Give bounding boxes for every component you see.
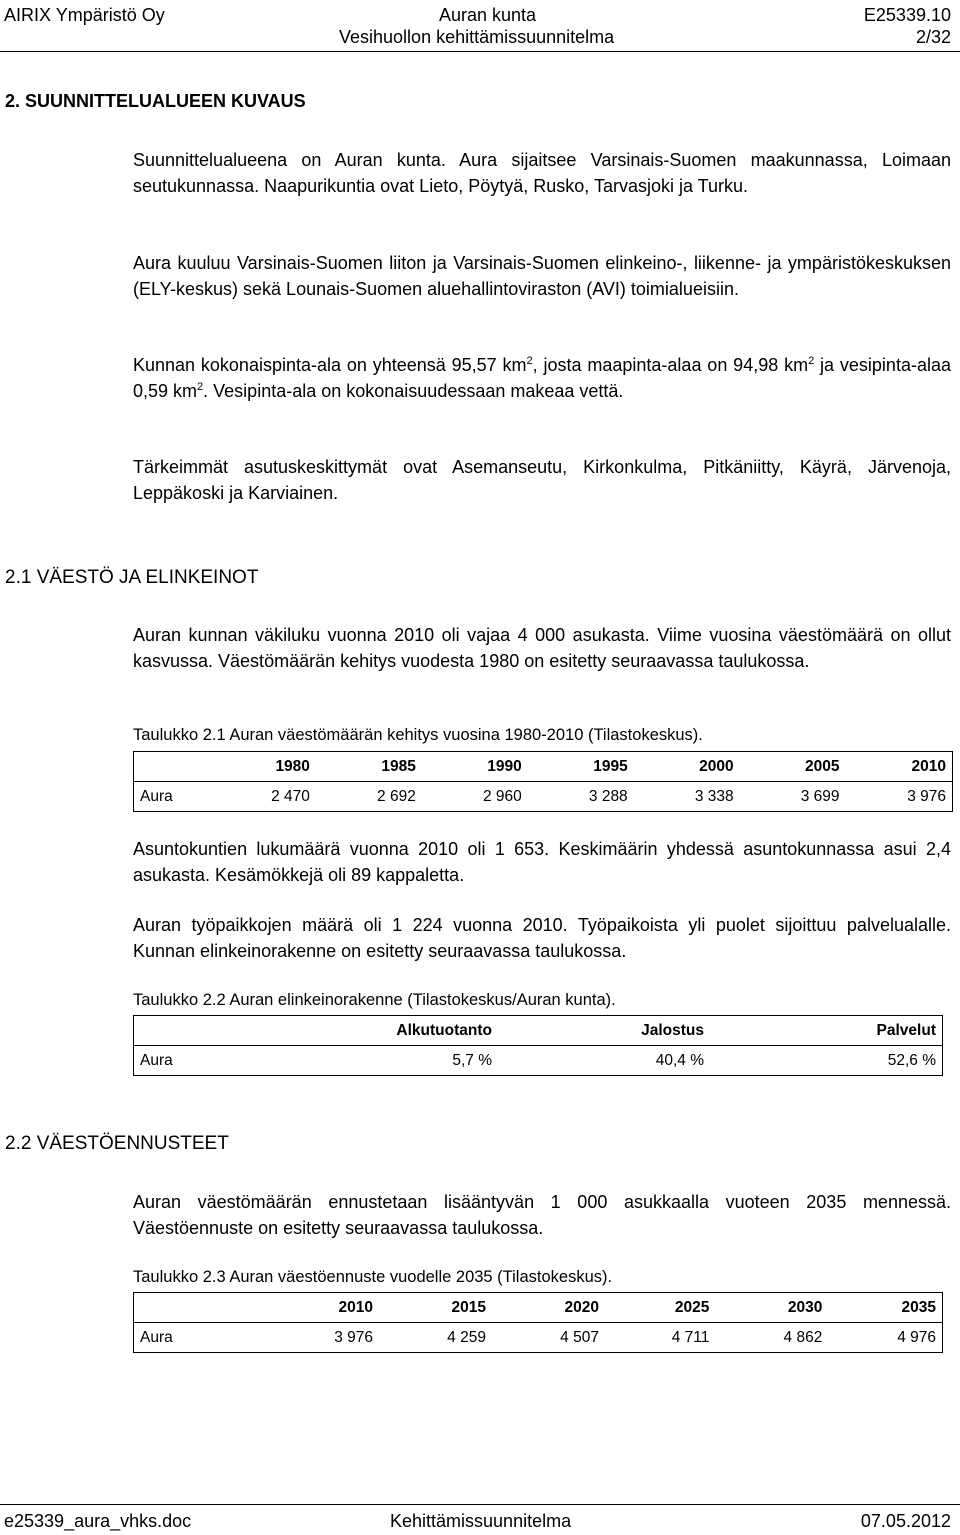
table-cell: 2 470 (210, 782, 316, 812)
table-header-cell: 2010 (266, 1293, 379, 1323)
table-header-cell (134, 752, 211, 782)
footer-filename: e25339_aura_vhks.doc (4, 1511, 192, 1531)
table-header-cell: 2035 (828, 1293, 942, 1323)
header-doc-title: Vesihuollon kehittämissuunnitelma (339, 27, 615, 47)
header-rule (0, 51, 960, 52)
table-header-cell: 1995 (528, 752, 634, 782)
table-header-cell: 2000 (634, 752, 740, 782)
table-row (134, 1323, 943, 1353)
paragraph-land-area: Kunnan kokonaispinta-ala on yhteensä 95,57 $km^2$, josta maapinta-alaa on 94,98 $km^2$ ja vesipinta-alaa 0,59 $km^2$. Vesipinta-ala on kokonaisuudessaan makeaa vettä. (133, 355, 951, 401)
table-header-cell: 2025 (605, 1293, 715, 1323)
paragraph-households: Asuntokuntien lukumäärä vuonna 2010 oli 1 653. Keskimäärin yhdessä asuntokunnassa asui 2,4 asukasta. Kesämökkejä oli 89 kappaletta. (133, 839, 951, 885)
table-cell: 2 960 (422, 782, 528, 812)
table-cell: Aura (134, 782, 211, 812)
header-company: AIRIX Ympäristö Oy (4, 5, 165, 25)
paragraph-administration: Aura kuuluu Varsinais-Suomen liiton ja Varsinais-Suomen elinkeino-, liikenne- ja ympäristökeskuksen (ELY-keskus) sekä Lounais-Suomen aluehallintoviraston (AVI) toimialueisiin. (133, 253, 951, 299)
table-cell: 4 507 (492, 1323, 605, 1353)
footer-rule (0, 1504, 960, 1505)
header-client: Auran kunta (439, 5, 537, 25)
table-header-cell: 2015 (379, 1293, 492, 1323)
table-row (134, 1046, 943, 1076)
table-cell: 4 711 (605, 1323, 715, 1353)
table-cell: 52,6 % (710, 1046, 943, 1076)
subsection-title-forecast: 2.2 VÄESTÖENNUSTEET (5, 1133, 229, 1154)
table-industry-structure (133, 1015, 943, 1076)
table-header-cell: 1980 (210, 752, 316, 782)
table-cell: Aura (134, 1046, 267, 1076)
table-cell: 4 259 (379, 1323, 492, 1353)
paragraph-jobs: Auran työpaikkojen määrä oli 1 224 vuonna 2010. Työpaikoista yli puolet sijoittuu palvelualalle. Kunnan elinkeinorakenne on esitetty seuraavassa taulukossa. (133, 915, 951, 961)
table-header-cell: 1990 (422, 752, 528, 782)
header-page-number: 2/32 (915, 27, 951, 47)
table-header-cell: 2020 (492, 1293, 605, 1323)
paragraph-area-intro: Suunnittelualueena on Auran kunta. Aura sijaitsee Varsinais-Suomen maakunnassa, Loimaan seutukunnassa. Naapurikuntia ovat Lieto, Pöytyä, Rusko, Tarvasjoki ja Turku. (133, 150, 951, 196)
table-caption-population-history: Taulukko 2.1 Auran väestömäärän kehitys vuosina 1980-2010 (Tilastokeskus). (133, 726, 703, 744)
footer-doc-type: Kehittämissuunnitelma (390, 1511, 572, 1531)
table-header-cell: 2010 (846, 752, 953, 782)
table-cell: 3 288 (528, 782, 634, 812)
table-header-cell: 2030 (715, 1293, 828, 1323)
table-header-cell: 1985 (316, 752, 422, 782)
table-header-row (134, 1016, 943, 1046)
table-header-cell: Alkutuotanto (266, 1016, 498, 1046)
table-population-forecast (133, 1292, 943, 1353)
table-cell: 4 976 (828, 1323, 942, 1353)
table-header-cell (134, 1016, 267, 1046)
table-header-cell: Jalostus (498, 1016, 710, 1046)
table-cell: 2 692 (316, 782, 422, 812)
table-header-cell: Palvelut (710, 1016, 943, 1046)
section-title: 2. SUUNNITTELUALUEEN KUVAUS (5, 91, 306, 111)
table-header-cell: 2005 (740, 752, 846, 782)
table-row (134, 782, 953, 812)
table-cell: 3 699 (740, 782, 846, 812)
table-header-cell (134, 1293, 267, 1323)
paragraph-settlements: Tärkeimmät asutuskeskittymät ovat Asemanseutu, Kirkonkulma, Pitkäniitty, Käyrä, Järvenoja, Leppäkoski ja Karviainen. (133, 457, 951, 503)
table-caption-forecast: Taulukko 2.3 Auran väestöennuste vuodelle 2035 (Tilastokeskus). (133, 1268, 613, 1286)
paragraph-forecast: Auran väestömäärän ennustetaan lisääntyvän 1 000 asukkaalla vuoteen 2035 mennessä. Väestöennuste on esitetty seuraavassa taulukossa. (133, 1192, 951, 1238)
header-project-code: E25339.10 (863, 5, 951, 25)
footer-date: 07.05.2012 (860, 1511, 951, 1531)
table-header-row (134, 1293, 943, 1323)
table-cell: 3 338 (634, 782, 740, 812)
table-cell: 5,7 % (266, 1046, 498, 1076)
table-cell: Aura (134, 1323, 267, 1353)
paragraph-population: Auran kunnan väkiluku vuonna 2010 oli vajaa 4 000 asukasta. Viime vuosina väestömäärä on ollut kasvussa. Väestömäärän kehitys vuodesta 1980 on esitetty seuraavassa taulukossa. (133, 625, 951, 671)
table-cell: 4 862 (715, 1323, 828, 1353)
subsection-title-population: 2.1 VÄESTÖ JA ELINKEINOT (5, 567, 259, 588)
table-caption-industry: Taulukko 2.2 Auran elinkeinorakenne (Tilastokeskus/Auran kunta). (133, 991, 616, 1009)
table-population-history (133, 751, 953, 812)
table-cell: 3 976 (846, 782, 953, 812)
table-header-row (134, 752, 953, 782)
table-cell: 40,4 % (498, 1046, 710, 1076)
table-cell: 3 976 (266, 1323, 379, 1353)
